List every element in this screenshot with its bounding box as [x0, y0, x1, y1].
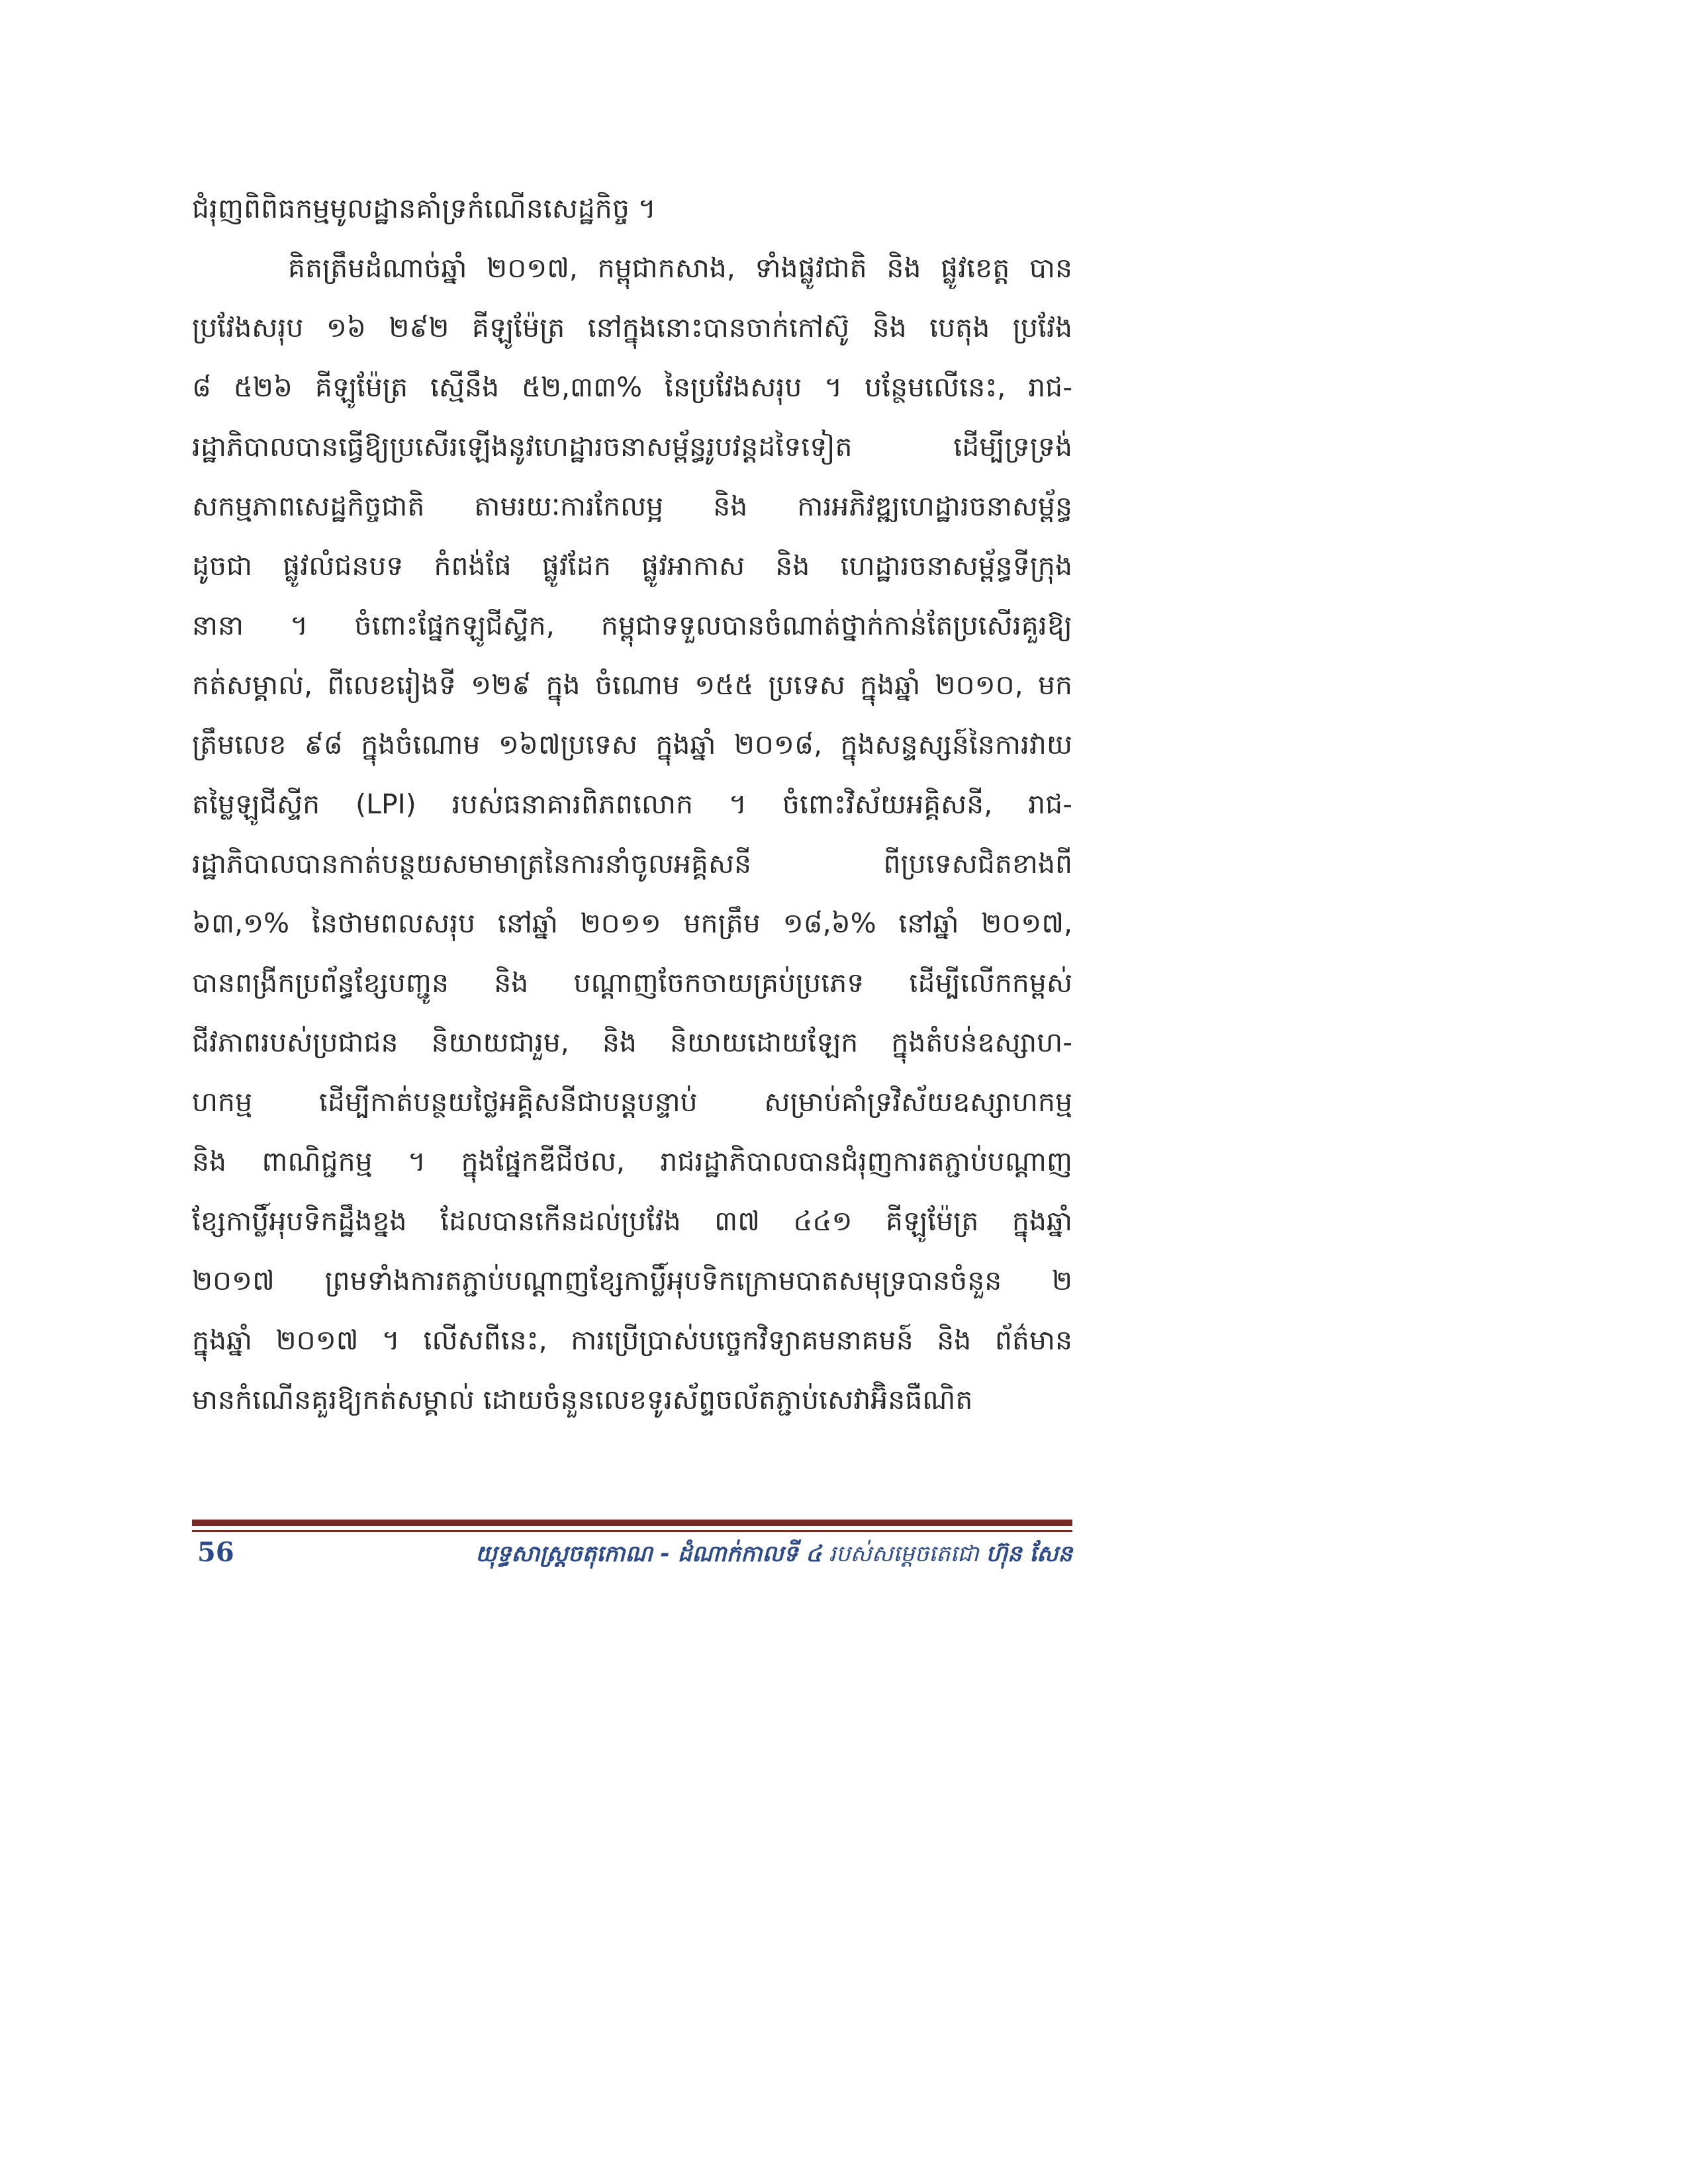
text-line: ជីវភាពរបស់ប្រជាជន និយាយជារួម, និង និយាយដោយឡែក ក្នុងតំបន់ឧស្សាហ- [192, 1026, 1072, 1058]
text-line: ៦៣,១% នៃថាមពលសរុប នៅឆ្នាំ ២០១១ មកត្រឹម ១៨,៦% នៅឆ្នាំ ២០១៧, [192, 907, 1072, 939]
text-line: នានា ។ ចំពោះផ្នែកឡូជីស្ទីក, កម្ពុជាទទួលបានចំណាត់ថ្នាក់កាន់តែប្រសើរគួរឱ្យ [192, 610, 1072, 641]
text-line: មានកំណើនគួរឱ្យកត់សម្គាល់ ដោយចំនួនលេខទូរស័ព្ទចល័តភ្ជាប់សេវាអ៊ិនធឺណិត [192, 1384, 973, 1416]
running-title [475, 1539, 1072, 1572]
text-line: ដូចជា ផ្លូវលំជនបទ កំពង់ផែ ផ្លូវដែក ផ្លូវអាកាស និង ហេដ្ឋារចនាសម្ព័ន្ធទីក្រុង [192, 550, 1072, 582]
text-line: រដ្ឋាភិបាលបានធ្វើឱ្យប្រសើរឡើងនូវហេដ្ឋារចនាសម្ព័ន្ធរូបវន្តដទៃទៀត ដើម្បីទ្រទ្រង់ [192, 431, 1072, 463]
text-line: ប្រវែងសរុប ១៦ ២៩២ គីឡូម៉ែត្រ នៅក្នុងនោះបានចាក់កៅស៊ូ និង បេតុង ប្រវែង [192, 312, 1072, 343]
text-line: បានពង្រីកប្រព័ន្ធខ្សែបញ្ជូន និង បណ្តាញចែកចាយគ្រប់ប្រភេទ ដើម្បីលើកកម្ពស់ [192, 967, 1072, 999]
footer-rule-thin [192, 1530, 1072, 1532]
body-text [192, 179, 1072, 1430]
text-line: ហកម្ម ដើម្បីកាត់បន្ថយថ្លៃអគ្គិសនីជាបន្តបន្ទាប់ សម្រាប់គាំទ្រវិស័យឧស្សាហកម្ម [192, 1086, 1072, 1118]
text-line: គិតត្រឹមដំណាច់ឆ្នាំ ២០១៧, កម្ពុជាកសាង, ទាំងផ្លូវជាតិ និង ផ្លូវខេត្ត បាន [288, 252, 1072, 284]
text-line: និង ពាណិជ្ជកម្ម ។ ក្នុងផ្នែកឌីជីថល, រាជរដ្ឋាភិបាលបានជំរុញការតភ្ជាប់បណ្តាញ [192, 1146, 1072, 1177]
text-line: សកម្មភាពសេដ្ឋកិច្ចជាតិ តាមរយៈការកែលម្អ និង ការអភិវឌ្ឍហេដ្ឋារចនាសម្ព័ន្ធ [192, 490, 1072, 522]
text-line: ២០១៧ ព្រមទាំងការតភ្ជាប់បណ្តាញខ្សែកាប្លិ៍អុបទិកក្រោមបាតសមុទ្របានចំនួន ២ [192, 1265, 1072, 1297]
running-title-mid: របស់សម្តេចតេជោ [821, 1541, 986, 1567]
text-line: រដ្ឋាភិបាលបានកាត់បន្ថយសមាមាត្រនៃការនាំចូលអគ្គិសនី ពីប្រទេសជិតខាងពី [192, 848, 1072, 880]
text-line: ក្នុងឆ្នាំ ២០១៧ ។ លើសពីនេះ, ការប្រើប្រាស់បច្ចេកវិទ្យាគមនាគមន៍ និង ព័ត៌មាន [192, 1324, 1072, 1356]
running-title-name: ហ៊ុន សែន [986, 1541, 1072, 1567]
text-line: ខ្សែកាប្លិ៍អុបទិកដ្ឋឹងខ្នង ដែលបានកើនដល់ប្រវែង ៣៧ ៤៤១ គីឡូម៉ែត្រ ក្នុងឆ្នាំ [192, 1205, 1072, 1237]
text-line: តម្លៃឡូជីស្ទីក (LPI) របស់ធនាគារពិភពលោក ។ ចំពោះវិស័យអគ្គិសនី, រាជ- [192, 788, 1072, 820]
page-number: 56 [197, 1537, 234, 1568]
running-title-main: យុទ្ធសាស្ត្រចតុកោណ - ដំណាក់កាលទី ៤ [475, 1541, 822, 1567]
text-line: កត់សម្គាល់, ពីលេខរៀងទី ១២៩ ក្នុង ចំណោម ១៥៥ ប្រទេស ក្នុងឆ្នាំ ២០១០, មក [192, 669, 1072, 701]
footer-rule-thick [192, 1520, 1072, 1526]
text-line: ត្រឹមលេខ ៩៨ ក្នុងចំណោម ១៦៧ប្រទេស ក្នុងឆ្នាំ ២០១៨, ក្នុងសន្ទស្សន៍នៃការវាយ [192, 729, 1072, 760]
text-line: ជំរុញពិពិធកម្មមូលដ្ឋានគាំទ្រកំណើនសេដ្ឋកិច្ច ។ [192, 193, 656, 224]
text-line: ៨ ៥២៦ គីឡូម៉ែត្រ ស្មើនឹង ៥២,៣៣% នៃប្រវែងសរុប ។ បន្ថែមលើនេះ, រាជ- [192, 371, 1072, 403]
